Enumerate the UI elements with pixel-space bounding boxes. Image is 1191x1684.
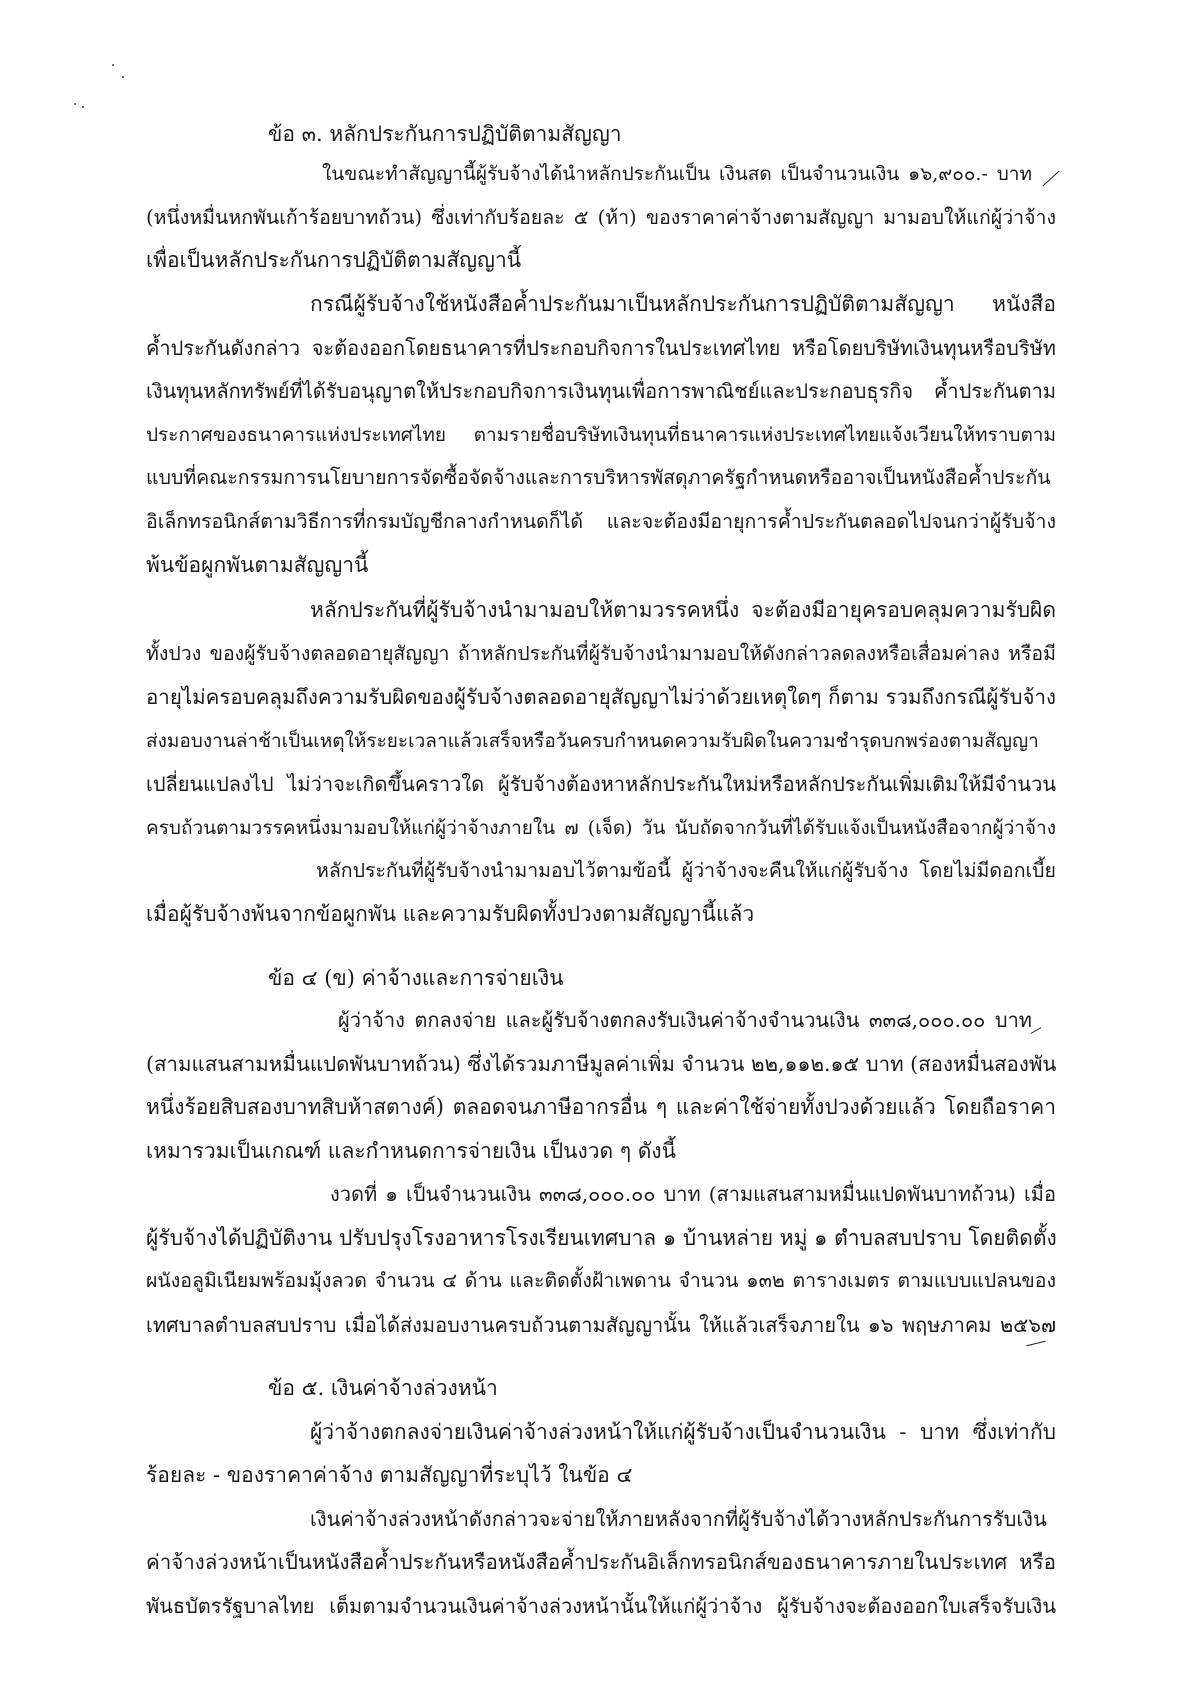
paragraph-line: เหมารวมเป็นเกณฑ์ และกำหนดการจ่ายเงิน เป็นงวด ๆ ดังนี้	[146, 1139, 677, 1163]
scan-speck	[82, 106, 84, 108]
paragraph-line: หนึ่งร้อยสิบสองบาทสิบห้าสตางค์) ตลอดจนภาษีอากรอื่น ๆ และค่าใช้จ่ายทั้งปวงด้วยแล้ว โดยถือราคา	[146, 1095, 1056, 1119]
paragraph-line: หลักประกันที่ผู้รับจ้างนำมามอบให้ตามวรรคหนึ่ง จะต้องมีอายุครอบคลุมความรับผิด	[310, 598, 1056, 622]
paragraph-line: ประกาศของธนาคารแห่งประเทศไทย ตามรายชื่อบริษัทเงินทุนที่ธนาคารแห่งประเทศไทยแจ้งเวียนให้ทราบตาม	[146, 424, 1056, 446]
paragraph-line: ค่าจ้างล่วงหน้าเป็นหนังสือค้ำประกันหรือหนังสือค้ำประกันอิเล็กทรอนิกส์ของธนาคารภายในประเทศ หรือ	[146, 1550, 1056, 1574]
pen-tick-mark	[1031, 1027, 1042, 1034]
scan-speck	[122, 76, 124, 78]
paragraph-line: ในขณะทำสัญญานี้ผู้รับจ้างได้นำหลักประกันเป็น เงินสด เป็นจำนวนเงิน ๑๖,๙๐๐.- บาท	[322, 163, 1032, 185]
paragraph-line: เปลี่ยนแปลงไป ไม่ว่าจะเกิดขึ้นคราวใด ผู้รับจ้างต้องหาหลักประกันใหม่หรือหลักประกันเพิ่มเติมให้มีจำนวน	[146, 772, 1056, 796]
paragraph-line: (สามแสนสามหมื่นแปดพันบาทถ้วน) ซึ่งได้รวมภาษีมูลค่าเพิ่ม จำนวน ๒๒,๑๑๒.๑๕ บาท (สองหมื่นสองพัน	[146, 1052, 1057, 1076]
paragraph-line: ร้อยละ - ของราคาค่าจ้าง ตามสัญญาที่ระบุไว้ ในข้อ ๔	[146, 1463, 633, 1487]
paragraph-line: ผนังอลูมิเนียมพร้อมมุ้งลวด จำนวน ๔ ด้าน และติดตั้งฝ้าเพดาน จำนวน ๑๓๒ ตารางเมตร ตามแบบแปลนของ	[146, 1269, 1056, 1292]
paragraph-line: เงินทุนหลักทรัพย์ที่ได้รับอนุญาตให้ประกอบกิจการเงินทุนเพื่อการพาณิชย์และประกอบธุรกิจ ค้ำประกันตาม	[146, 379, 1056, 403]
paragraph-line: พ้นข้อผูกพันตามสัญญานี้	[146, 553, 369, 577]
paragraph-line: อิเล็กทรอนิกส์ตามวิธีการที่กรมบัญชีกลางกำหนดก็ได้ และจะต้องมีอายุการค้ำประกันตลอดไปจนกว่าผู้รับจ้าง	[146, 510, 1056, 533]
paragraph-line: เพื่อเป็นหลักประกันการปฏิบัติตามสัญญานี้	[146, 248, 522, 272]
paragraph-line: พันธบัตรรัฐบาลไทย เต็มตามจำนวนเงินค่าจ้างล่วงหน้านั้นให้แก่ผู้ว่าจ้าง ผู้รับจ้างจะต้องออกใบเสร็จรับเงิน	[146, 1594, 1056, 1618]
paragraph-line: (หนึ่งหมื่นหกพันเก้าร้อยบาทถ้วน) ซึ่งเท่ากับร้อยละ ๕ (ห้า) ของราคาค่าจ้างตามสัญญา มามอบให้แก่ผู้ว่าจ้าง	[146, 206, 1056, 229]
paragraph-line: ค้ำประกันดังกล่าว จะต้องออกโดยธนาคารที่ประกอบกิจการในประเทศไทย หรือโดยบริษัทเงินทุนหรือบริษัท	[146, 336, 1056, 360]
scan-speck	[112, 64, 114, 66]
paragraph-line: ผู้รับจ้างได้ปฏิบัติงาน ปรับปรุงโรงอาหารโรงเรียนเทศบาล ๑ บ้านหล่าย หมู่ ๑ ตำบลสบปราบ โดยติดตั้ง	[146, 1226, 1057, 1250]
paragraph-line: กรณีผู้รับจ้างใช้หนังสือค้ำประกันมาเป็นหลักประกันการปฏิบัติตามสัญญา หนังสือ	[310, 292, 1056, 316]
paragraph-line: เงินค่าจ้างล่วงหน้าดังกล่าวจะจ่ายให้ภายหลังจากที่ผู้รับจ้างได้วางหลักประกันการรับเงิน	[310, 1507, 1047, 1531]
scan-speck	[74, 103, 76, 105]
paragraph-line: ผู้ว่าจ้างตกลงจ่ายเงินค่าจ้างล่วงหน้าให้แก่ผู้รับจ้างเป็นจำนวนเงิน - บาท ซึ่งเท่ากับ	[310, 1420, 1056, 1444]
section-5-heading: ข้อ ๕. เงินค่าจ้างล่วงหน้า	[268, 1376, 498, 1400]
paragraph-line: เมื่อผู้รับจ้างพ้นจากข้อผูกพัน และความรับผิดทั้งปวงตามสัญญานี้แล้ว	[146, 902, 755, 926]
paragraph-line: อายุไม่ครอบคลุมถึงความรับผิดของผู้รับจ้างตลอดอายุสัญญาไม่ว่าด้วยเหตุใดๆ ก็ตาม รวมถึงกรณีผู้รับจ้าง	[146, 685, 1056, 709]
paragraph-line: ส่งมอบงานล่าช้าเป็นเหตุให้ระยะเวลาแล้วเสร็จหรือวันครบกำหนดความรับผิดในความชำรุดบกพร่องตามสัญญา	[146, 730, 1039, 752]
paragraph-line: ทั้งปวง ของผู้รับจ้างตลอดอายุสัญญา ถ้าหลักประกันที่ผู้รับจ้างนำมามอบให้ดังกล่าวลดลงหรือเสื่อมค่าลง หรือมี	[146, 642, 1056, 665]
paragraph-line: ครบถ้วนตามวรรคหนึ่งมามอบให้แก่ผู้ว่าจ้างภายใน ๗ (เจ็ด) วัน นับถัดจากวันที่ได้รับแจ้งเป็นหนังสือจากผู้ว่าจ้าง	[146, 817, 1056, 839]
paragraph-line: แบบที่คณะกรรมการนโยบายการจัดซื้อจัดจ้างและการบริหารพัสดุภาครัฐกำหนดหรืออาจเป็นหนังสือค้ำประกัน	[146, 466, 1051, 489]
section-4-heading: ข้อ ๔ (ข) ค่าจ้างและการจ่ายเงิน	[268, 966, 564, 990]
section-3-heading: ข้อ ๓. หลักประกันการปฏิบัติตามสัญญา	[268, 122, 622, 146]
paragraph-line: เทศบาลตำบลสบปราบ เมื่อได้ส่งมอบงานครบถ้วนตามสัญญานั้น ให้แล้วเสร็จภายใน ๑๖ พฤษภาคม ๒๕๖๗	[146, 1313, 1056, 1337]
paragraph-line: ผู้ว่าจ้าง ตกลงจ่าย และผู้รับจ้างตกลงรับเงินค่าจ้างจำนวนเงิน ๓๓๘,๐๐๐.๐๐ บาท	[338, 1008, 1032, 1032]
paragraph-line: งวดที่ ๑ เป็นจำนวนเงิน ๓๓๘,๐๐๐.๐๐ บาท (สามแสนสามหมื่นแปดพันบาทถ้วน) เมื่อ	[330, 1182, 1056, 1206]
pen-tick-mark	[1042, 171, 1059, 186]
pen-tick-mark	[1026, 1341, 1046, 1347]
paragraph-line: หลักประกันที่ผู้รับจ้างนำมามอบไว้ตามข้อนี้ ผู้ว่าจ้างจะคืนให้แก่ผู้รับจ้าง โดยไม่มีดอกเบี้ย	[316, 859, 1056, 882]
